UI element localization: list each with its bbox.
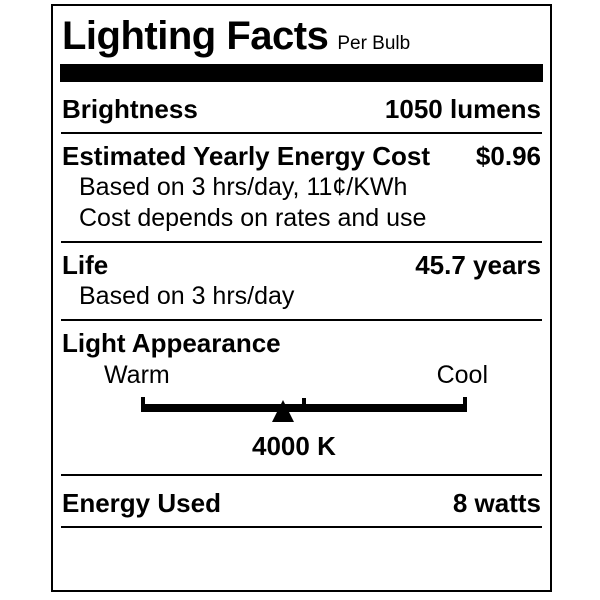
warm-cool-row (62, 359, 541, 391)
energy-cost-section (60, 134, 543, 241)
brightness-row (60, 82, 543, 132)
light-appearance-section (60, 321, 543, 474)
brightness-label: Brightness (62, 94, 198, 125)
energy-cost-label: Estimated Yearly Energy Cost (62, 141, 431, 172)
energy-used-value: 8 watts (452, 488, 541, 519)
heavy-rule-bar (60, 64, 543, 82)
kelvin-value: 4000 K (252, 431, 336, 462)
energy-cost-row (62, 140, 541, 172)
energy-cost-note-basis: Based on 3 hrs/day, 11¢/KWh (79, 173, 408, 202)
energy-used-row (60, 476, 543, 526)
warm-label: Warm (104, 361, 170, 390)
life-value: 45.7 years (415, 250, 541, 281)
divider (61, 526, 542, 528)
life-label: Life (62, 250, 109, 281)
energy-used-label: Energy Used (62, 488, 221, 519)
brightness-value: 1050 lumens (384, 94, 541, 125)
energy-cost-value: $0.96 (475, 141, 541, 172)
lighting-facts-label (51, 4, 552, 592)
life-section (60, 243, 543, 319)
scale-center-tick (302, 398, 306, 412)
label-title: Lighting Facts (62, 14, 329, 58)
life-row (62, 249, 541, 281)
kelvin-marker-triangle-icon (272, 400, 294, 422)
per-bulb-subtitle: Per Bulb (337, 33, 411, 54)
life-note-basis: Based on 3 hrs/day (79, 282, 295, 311)
title-row (60, 6, 543, 58)
light-appearance-label: Light Appearance (62, 328, 281, 359)
cool-label: Cool (436, 361, 488, 390)
light-appearance-heading-row (62, 327, 541, 359)
energy-cost-note-disclaimer: Cost depends on rates and use (79, 204, 427, 233)
temperature-scale (141, 395, 467, 428)
